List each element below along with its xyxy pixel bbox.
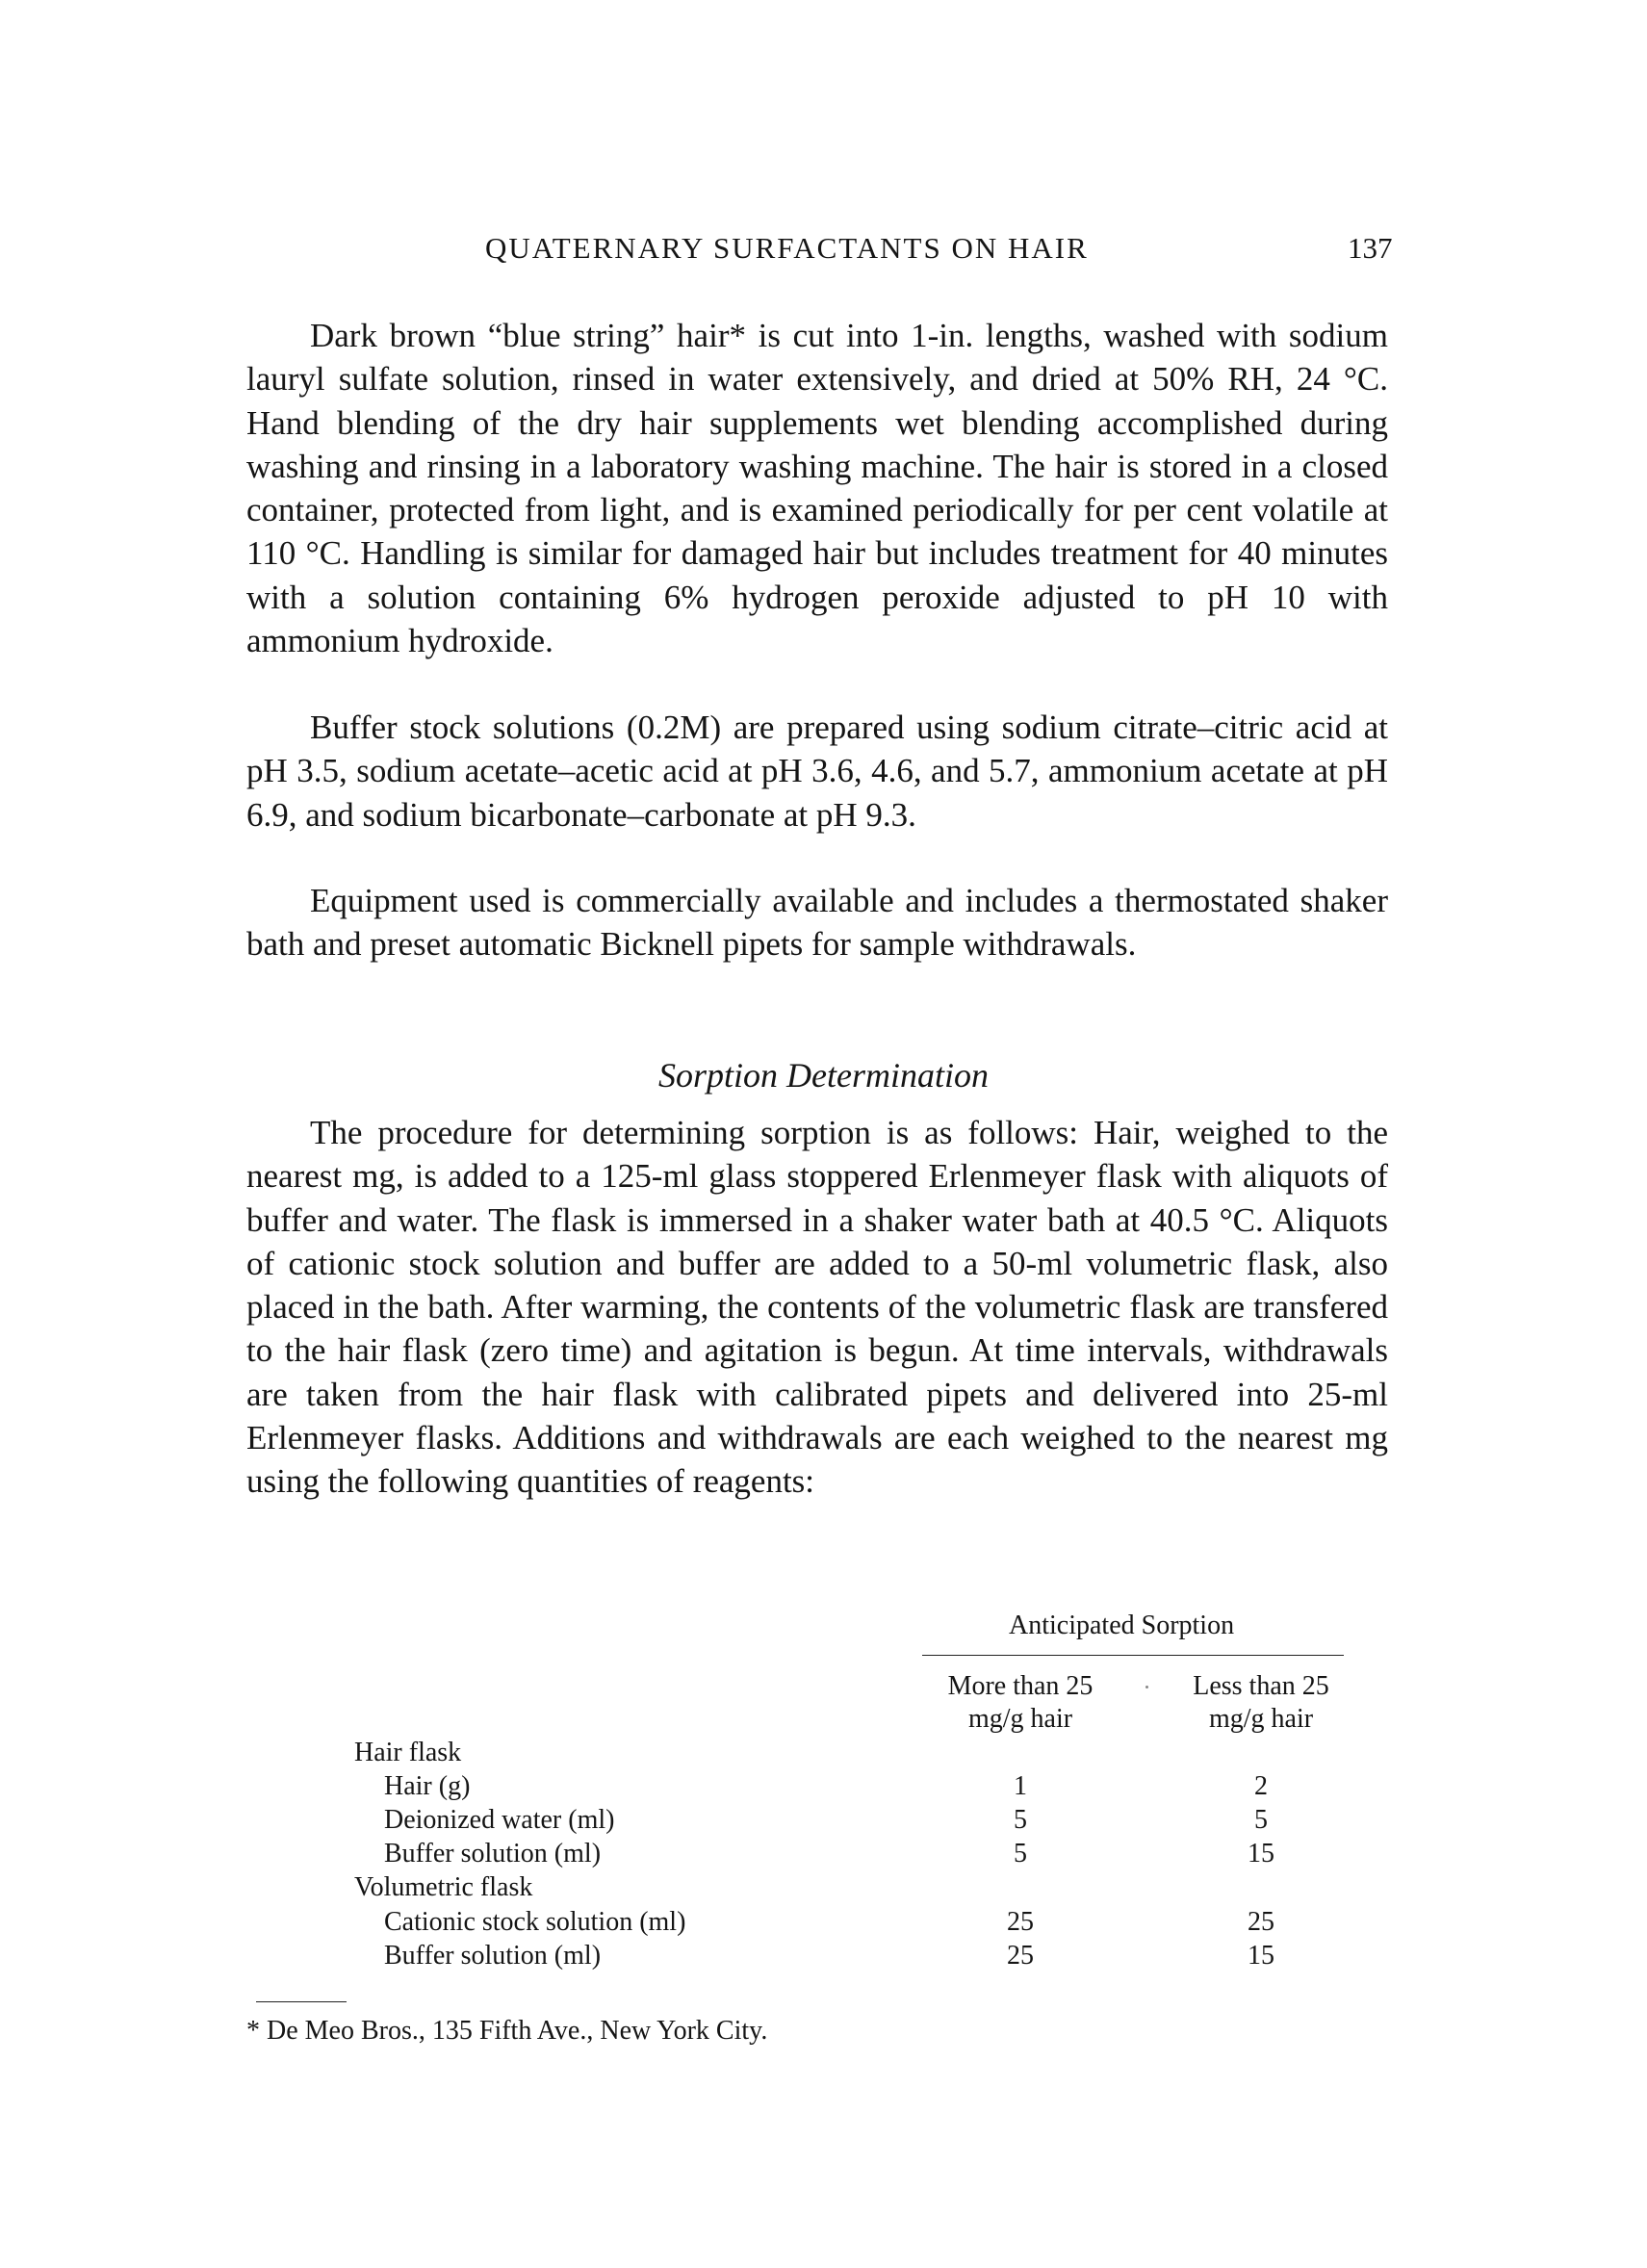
- footnote-rule: [256, 2001, 347, 2002]
- table-cell: 2: [1254, 1771, 1268, 1801]
- table-row-label: Cationic stock solution (ml): [384, 1907, 686, 1937]
- col2-header-line2: mg/g hair: [1208, 1704, 1314, 1734]
- table-cell: 15: [1248, 1839, 1274, 1869]
- table-group-header: Anticipated Sorption: [1009, 1611, 1235, 1640]
- table-row-label: Hair (g): [384, 1771, 471, 1801]
- running-header: QUATERNARY SURFACTANTS ON HAIR: [485, 231, 1089, 265]
- table-cell: 5: [1254, 1805, 1268, 1835]
- col1-header-line1: More than 25: [947, 1671, 1094, 1701]
- table-cell: 15: [1248, 1941, 1274, 1971]
- paragraph-procedure: The procedure for determining sorption is as follows: Hair, weighed to the nearest mg, is added to a 125-ml glass stoppered Erlenmeyer flask with aliquots of buffer and water. The flask is immersed in a shaker water bath at 40.5 °C. Aliquots of cationic stock solution and buffer are added to a 50-ml volumetric flask, also placed in the bath. After warming, the contents of the volumetric flask are transfered to the hair flask (zero time) and agitation is begun. At time intervals, withdrawals are taken from the hair flask with calibrated pipets and delivered into 25-ml Erlenmeyer flasks. Additions and withdrawals are each weighed to the nearest mg using the following quantities of reagents:: [246, 1114, 1388, 1501]
- table-cell: 25: [1007, 1941, 1034, 1971]
- col2-header-line1: Less than 25: [1193, 1671, 1329, 1701]
- table-col1-header: [924, 1670, 1117, 1736]
- table-group-label-volumetric-flask: Volumetric flask: [354, 1872, 533, 1902]
- paragraph-equipment: Equipment used is commercially available and includes a thermostated shaker bath and preset automatic Bicknell pipets for sample withdrawals.: [246, 882, 1388, 964]
- paragraph-buffer: Buffer stock solutions (0.2M) are prepared using sodium citrate–citric acid at pH 3.5, sodium acetate–acetic acid at pH 3.6, 4.6, and 5.7, ammonium acetate at pH 6.9, and sodium bicarbonate–carbonate at pH 9.3.: [246, 709, 1388, 834]
- table-row-label: Buffer solution (ml): [384, 1941, 602, 1971]
- footnote: * De Meo Bros., 135 Fifth Ave., New York City.: [246, 2016, 768, 2046]
- table-row-label: Deionized water (ml): [384, 1805, 615, 1835]
- table-col2-header: [1160, 1670, 1362, 1736]
- col1-header-line2: mg/g hair: [967, 1704, 1073, 1734]
- table-group-rule: [922, 1655, 1344, 1656]
- table-cell: 5: [1014, 1839, 1027, 1869]
- table-group-label-hair-flask: Hair flask: [354, 1738, 462, 1767]
- table-cell: 5: [1014, 1805, 1027, 1835]
- table-cell: 25: [1248, 1907, 1274, 1937]
- section-heading: Sorption Determination: [658, 1056, 989, 1095]
- table-row-label: Buffer solution (ml): [384, 1839, 602, 1869]
- paragraph-hair-prep: Dark brown “blue string” hair* is cut into 1-in. lengths, washed with sodium lauryl sulfate solution, rinsed in water extensively, and dried at 50% RH, 24 °C. Hand blending of the dry hair supplements wet blending accomplished during washing and rinsing in a laboratory washing machine. The hair is stored in a closed container, protected from light, and is examined periodically for per cent volatile at 110 °C. Handling is similar for damaged hair but includes treatment for 40 minutes with a solution containing 6% hydrogen peroxide adjusted to pH 10 with ammonium hydroxide.: [246, 317, 1388, 660]
- table-cell: 25: [1007, 1907, 1034, 1937]
- page-number: 137: [1348, 231, 1393, 265]
- table-cell: 1: [1014, 1771, 1027, 1801]
- stray-dot: [1145, 1686, 1148, 1688]
